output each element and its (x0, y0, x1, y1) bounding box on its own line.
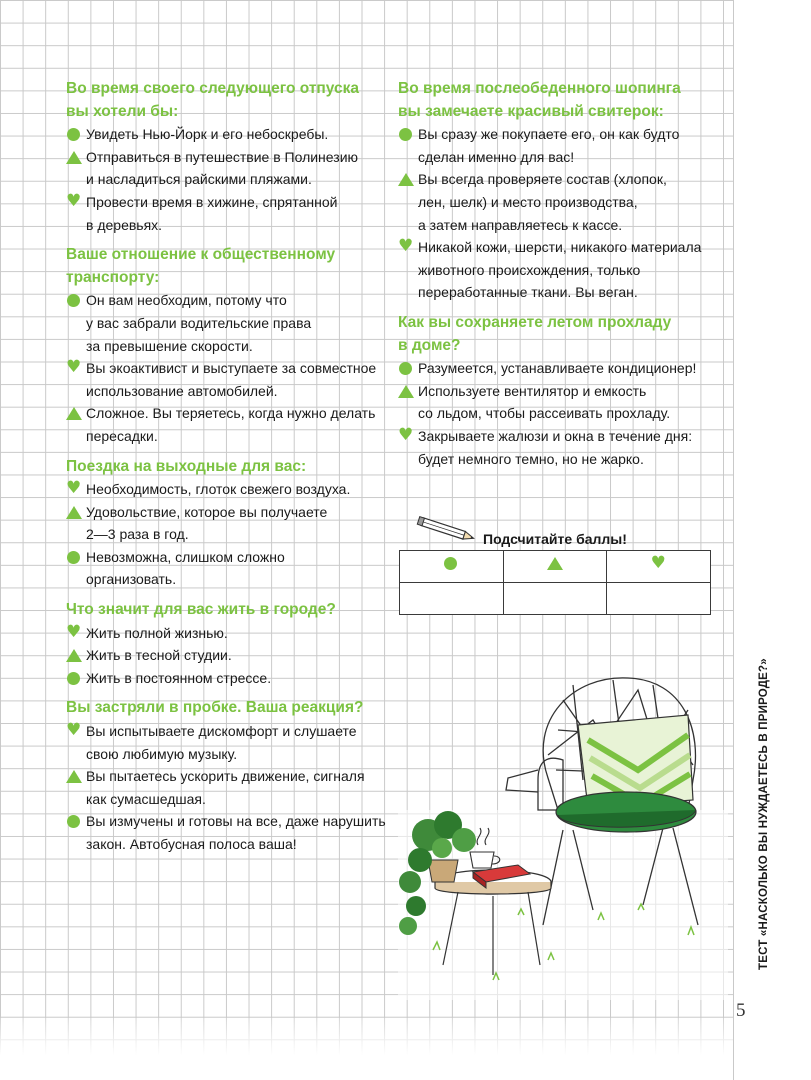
answer-item (66, 191, 386, 236)
question-shopping (398, 78, 718, 304)
score-cell-triangle[interactable] (503, 583, 607, 615)
question-title: Вы застряли в пробке. Ваша реакция? (66, 699, 364, 717)
score-cell-heart[interactable] (607, 583, 711, 615)
answer-text: Жить в тесной студии. (86, 647, 232, 664)
answer-text: Разумеется, устанавливаете кондиционер! (418, 360, 697, 377)
circle-icon (398, 357, 418, 380)
score-label: Подсчитайте баллы! (483, 531, 627, 547)
answer-item (66, 667, 386, 690)
answer-text: Жить полной жизнью. (86, 624, 228, 641)
heart-icon (66, 357, 86, 380)
question-cooling (398, 312, 718, 470)
circle-icon (66, 123, 86, 146)
answer-text: Вы экоактивист и выступаете за совместное использование автомобилей. (86, 360, 377, 399)
answer-text: Отправиться в путешествие в Полинезию и насладиться райскими пляжами. (86, 148, 359, 188)
answer-item (66, 622, 386, 645)
score-column-triangle (503, 551, 607, 583)
chair-scene-illustration (398, 660, 728, 1000)
answer-text: Провести время в хижине, спрятанной в деревьях. (86, 193, 338, 233)
answer-item (66, 501, 386, 546)
answer-text: Вы измучены и готовы на все, даже нарушить закон. Автобусная полоса ваша! (86, 813, 386, 852)
heart-icon (398, 425, 418, 448)
question-traffic (66, 697, 386, 855)
answer-item (66, 644, 386, 667)
score-table (399, 550, 711, 615)
triangle-icon (398, 380, 418, 403)
answer-text: Сложное. Вы теряетесь, когда нужно делать пересадки. (86, 405, 376, 444)
answer-item (66, 402, 386, 447)
side-title: ТЕСТ «НАСКОЛЬКО ВЫ НУЖДАЕТЕСЬ В ПРИРОДЕ?» (758, 658, 770, 970)
triangle-icon (547, 556, 563, 572)
answer-item (66, 123, 386, 146)
triangle-icon (398, 168, 418, 191)
answer-item (66, 289, 386, 357)
question-title: Поездка на выходные для вас: (66, 457, 307, 475)
answer-text: Жить в постоянном стрессе. (86, 669, 272, 686)
question-vacation (66, 78, 386, 236)
circle-icon (398, 123, 418, 146)
score-column-heart (607, 551, 711, 583)
answer-item (66, 765, 386, 810)
answer-item (66, 357, 386, 402)
heart-icon (66, 478, 86, 501)
circle-icon (66, 289, 86, 312)
heart-icon (66, 622, 86, 645)
triangle-icon (66, 765, 86, 788)
answer-item (398, 357, 718, 380)
page-number: 5 (736, 1000, 746, 1021)
answer-item (398, 380, 718, 425)
circle-icon (66, 810, 86, 833)
triangle-icon (66, 402, 86, 425)
score-header-row (400, 551, 711, 583)
answer-item (398, 425, 718, 470)
circle-icon (66, 546, 86, 569)
answer-text: Вы всегда проверяете состав (хлопок, лен, шелк) и место производства, а затем направляетесь к кассе. (418, 171, 667, 233)
right-column (398, 78, 718, 478)
answer-text: Он вам необходим, потому что у вас забрали водительские права за превышение скорости. (86, 292, 312, 354)
answer-item (398, 236, 718, 304)
answer-text: Используете вентилятор и емкость со льдом, чтобы рассеивать прохладу. (418, 382, 671, 422)
triangle-icon (66, 501, 86, 524)
answer-text: Необходимость, глоток свежего воздуха. (86, 481, 351, 498)
triangle-icon (66, 146, 86, 169)
answer-text: Увидеть Нью-Йорк и его небоскребы. (86, 126, 329, 143)
heart-icon (651, 556, 667, 572)
question-title: Во время своего следующего отпуска вы хотели бы: (66, 80, 360, 120)
answer-item (66, 810, 386, 855)
circle-icon (443, 556, 459, 572)
answer-item (66, 478, 386, 501)
pencil-icon (415, 515, 481, 545)
circle-icon (66, 667, 86, 690)
answer-item (398, 123, 718, 168)
answer-text: Никакой кожи, шерсти, никакого материала животного происхождения, только переработанные ткани. Вы веган. (418, 239, 702, 301)
triangle-icon (66, 644, 86, 667)
answer-item (66, 546, 386, 591)
heart-icon (398, 236, 418, 259)
answer-item (398, 168, 718, 236)
bottom-fade (0, 1018, 733, 1080)
score-cell-circle[interactable] (400, 583, 504, 615)
score-header (415, 515, 715, 545)
question-title: Ваше отношение к общественному транспорту: (66, 246, 336, 286)
heart-icon (66, 191, 86, 214)
answer-text: Вы пытаетесь ускорить движение, сигналя как сумасшедшая. (86, 768, 365, 807)
question-title: Во время послеобеденного шопинга вы замечаете красивый свитерок: (398, 80, 681, 120)
question-city (66, 599, 386, 689)
question-weekend (66, 456, 386, 592)
score-column-circle (400, 551, 504, 583)
left-column (66, 78, 386, 864)
answer-text: Вы испытываете дискомфорт и слушаете свою любимую музыку. (86, 723, 357, 762)
answer-text: Закрываете жалюзи и окна в течение дня: будет немного темно, но не жарко. (418, 427, 693, 467)
answer-text: Вы сразу же покупаете его, он как будто сделан именно для вас! (418, 126, 680, 165)
question-title: Что значит для вас жить в городе? (66, 601, 336, 619)
score-entry-row (400, 583, 711, 615)
question-title: Как вы сохраняете летом прохладу в доме? (398, 313, 672, 354)
right-margin (733, 0, 811, 1080)
question-transport (66, 244, 386, 447)
answer-text: Удовольствие, которое вы получаете 2—3 раза в год. (86, 503, 328, 543)
answer-item (66, 720, 386, 765)
answer-item (66, 146, 386, 191)
answer-text: Невозможна, слишком сложно организовать. (86, 548, 285, 588)
heart-icon (66, 720, 86, 743)
